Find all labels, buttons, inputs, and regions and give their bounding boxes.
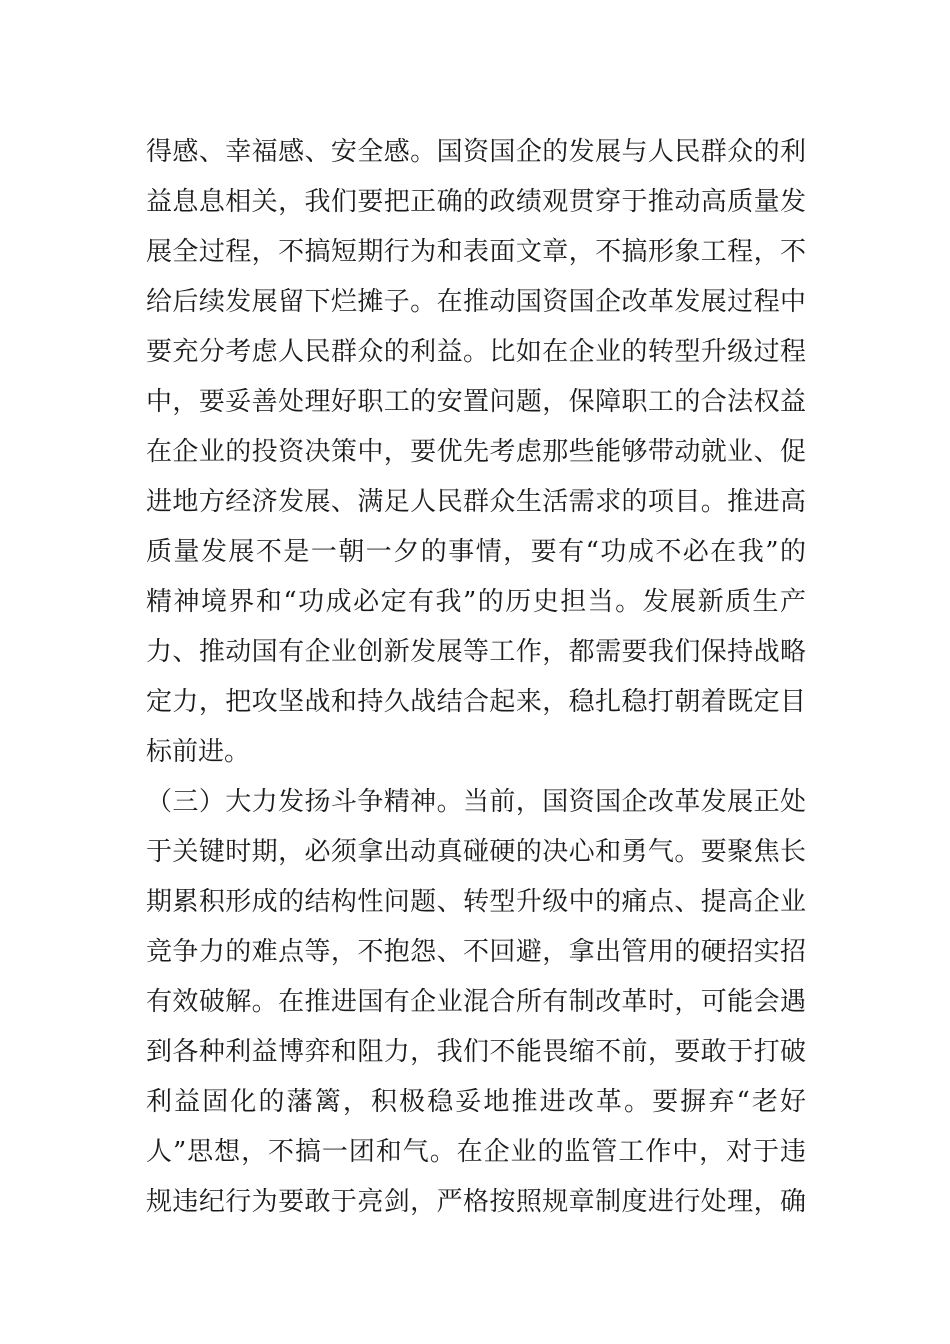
text-line: 质量发展不是一朝一夕的事情，要有“功成不必在我”的 [146, 537, 806, 567]
text-line: 力、推动国有企业创新发展等工作，都需要我们保持战略 [146, 637, 806, 667]
text-line: 标前进。 [146, 737, 251, 767]
text-line: 有效破解。在推进国有企业混合所有制改革时，可能会遇 [146, 987, 806, 1017]
text-line: 益息息相关，我们要把正确的政绩观贯穿于推动高质量发 [146, 187, 806, 217]
text-line: 展全过程，不搞短期行为和表面文章，不搞形象工程，不 [146, 237, 806, 267]
text-line: 中，要妥善处理好职工的安置问题，保障职工的合法权益 [146, 387, 806, 417]
text-line: 给后续发展留下烂摊子。在推动国资国企改革发展过程中 [146, 287, 806, 317]
text-line: 规违纪行为要敢于亮剑，严格按照规章制度进行处理，确 [146, 1187, 806, 1217]
text-line: 利益固化的藩篱，积极稳妥地推进改革。要摒弃“老好 [146, 1087, 806, 1117]
text-line: 得感、幸福感、安全感。国资国企的发展与人民群众的利 [146, 137, 806, 167]
text-line: 人”思想，不搞一团和气。在企业的监管工作中，对于违 [146, 1137, 806, 1167]
text-line: 精神境界和“功成必定有我”的历史担当。发展新质生产 [146, 587, 806, 617]
text-line: 要充分考虑人民群众的利益。比如在企业的转型升级过程 [146, 337, 806, 367]
text-line: 期累积形成的结构性问题、转型升级中的痛点、提高企业 [146, 887, 806, 917]
text-line: 到各种利益博弈和阻力，我们不能畏缩不前，要敢于打破 [146, 1037, 806, 1067]
text-line: 在企业的投资决策中，要优先考虑那些能够带动就业、促 [146, 437, 806, 467]
text-line: 竞争力的难点等，不抱怨、不回避，拿出管用的硬招实招 [146, 937, 806, 967]
text-line: 定力，把攻坚战和持久战结合起来，稳扎稳打朝着既定目 [146, 687, 806, 717]
text-line: 进地方经济发展、满足人民群众生活需求的项目。推进高 [146, 487, 806, 517]
section-heading-line: （三）大力发扬斗争精神。当前，国资国企改革发展正处 [146, 787, 806, 817]
text-line: 于关键时期，必须拿出动真碰硬的决心和勇气。要聚焦长 [146, 837, 806, 867]
